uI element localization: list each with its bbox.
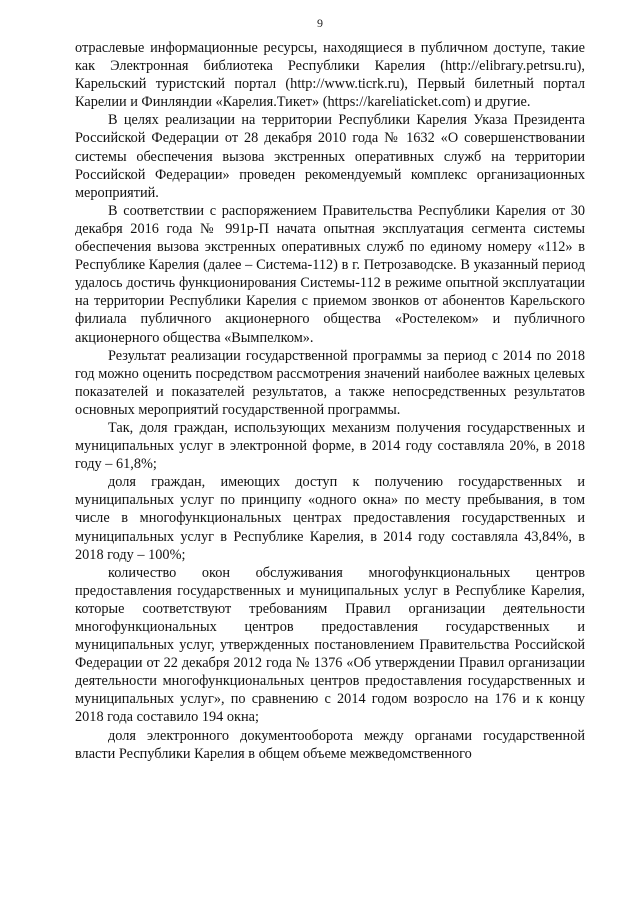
paragraph: доля граждан, имеющих доступ к получению государственных и муниципальных услуг по принципу «одного окна» по месту пребывания, в том числе в многофункциональных центрах предоставления государственных и муниципальных услуг в Республике Карелия, в 2014 году составляла 43,84%, в 2018 году – 100%; bbox=[75, 474, 585, 563]
paragraph: Результат реализации государственной программы за период с 2014 по 2018 год можно оценить посредством рассмотрения значений наиболее важных целевых показателей и показателей результатов, а также непосредственных результатов основных мероприятий государственной программы. bbox=[75, 347, 585, 418]
paragraph: В соответствии с распоряжением Правительства Республики Карелия от 30 декабря 2016 года № 991р-П начата опытная эксплуатация сегмента системы обеспечения вызова экстренных оперативных служб по единому номеру «112» в Республике Карелия (далее – Система-112) в г. Петрозаводске. В указанный период удалось достичь функционирования Системы-112 в режиме опытной эксплуатации на территории Республики Карелия с приемом звонков от абонентов Карельского филиала публичного акционерного общества «Ростелеком» и публичного акционерного общества «Вымпелком». bbox=[75, 202, 585, 346]
paragraph: доля электронного документооборота между органами государственной власти Республики Карелия в общем объеме межведомственного bbox=[75, 727, 585, 762]
body-text bbox=[75, 39, 585, 763]
paragraph: количество окон обслуживания многофункциональных центров предоставления государственных и муниципальных услуг в Республике Карелия, которые соответствуют требованиям Правил организации деятельности многофункциональных центров предоставления государственных и муниципальных услуг, утвержденных постановлением Правительства Российской Федерации от 22 декабря 2012 года № 1376 «Об утверждении Правил организации деятельности многофункциональных центров предоставления государственных и муниципальных услуг», по сравнению с 2014 годом возросло на 176 и к концу 2018 года составило 194 окна; bbox=[75, 564, 585, 726]
paragraph: В целях реализации на территории Республики Карелия Указа Президента Российской Федерации от 28 декабря 2010 года № 1632 «О совершенствовании системы обеспечения вызова экстренных оперативных служб на территории Российской Федерации» проведен рекомендуемый комплекс организационных мероприятий. bbox=[75, 112, 585, 201]
page-number: 9 bbox=[317, 16, 323, 30]
paragraph: отраслевые информационные ресурсы, находящиеся в публичном доступе, такие как Электронная библиотека Республики Карелия (http://elibrary.petrsu.ru), Карельский туристский портал (http://www.ticrk.ru), Первый билетный портал Карелии и Финляндии «Карелия.Тикет» (https://kareliaticket.com) и другие. bbox=[75, 40, 585, 111]
paragraph: Так, доля граждан, использующих механизм получения государственных и муниципальных услуг в электронной форме, в 2014 году составляла 20%, в 2018 году – 61,8%; bbox=[75, 419, 585, 473]
